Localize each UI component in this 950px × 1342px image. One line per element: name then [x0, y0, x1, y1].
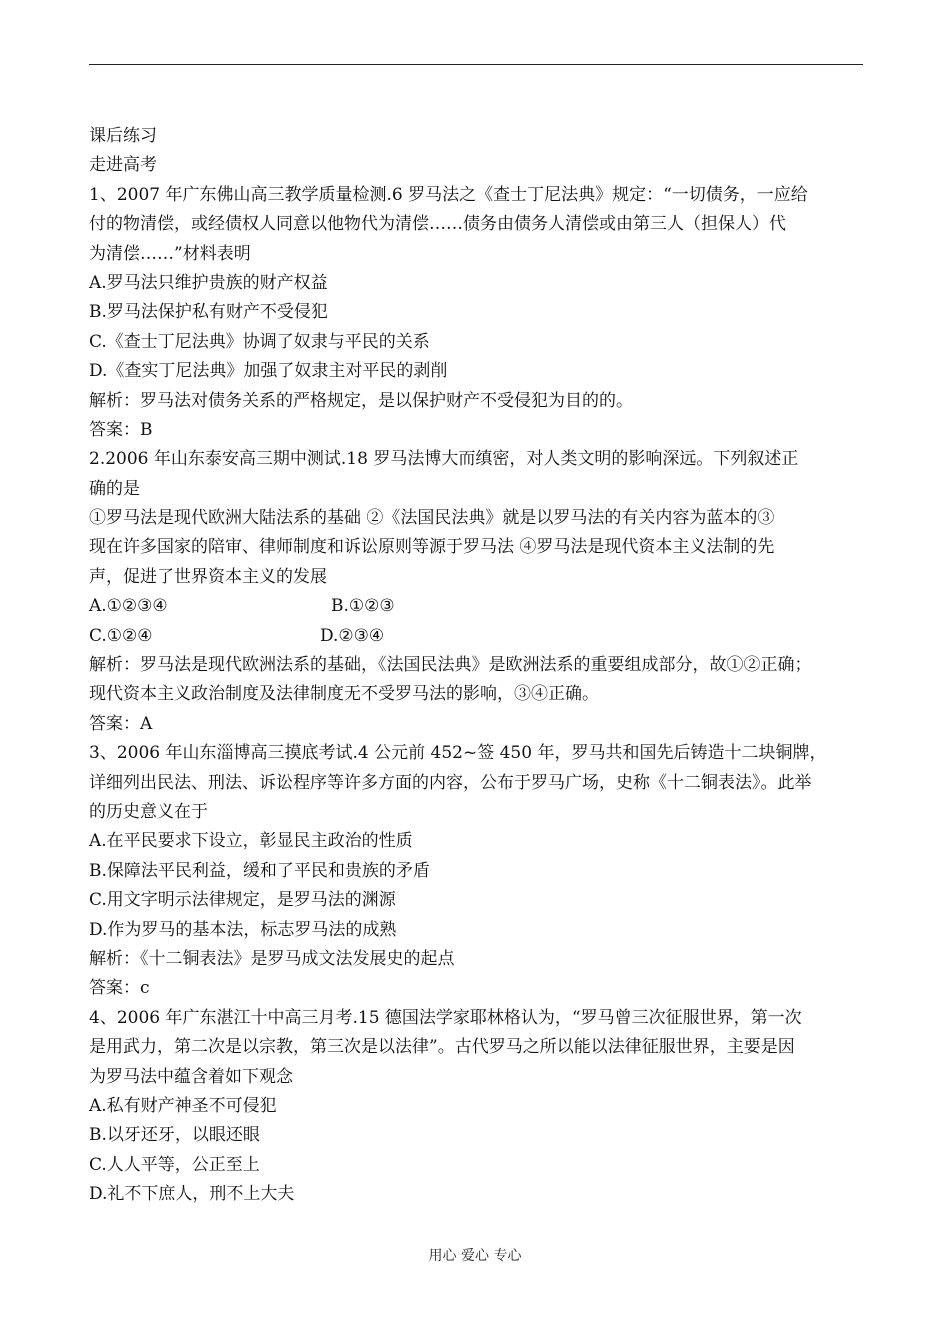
- option-d: D.《查实丁尼法典》加强了奴隶主对平民的剥削: [89, 361, 448, 382]
- question-text-line: ①罗马法是现代欧洲大陆法系的基础 ②《法国民法典》就是以罗马法的有关内容为蓝本的③: [89, 508, 775, 529]
- question-text-line: 2.2006 年山东泰安高三期中测试.18 罗马法博大而缜密，对人类文明的影响深远。下列叙述正: [89, 449, 799, 470]
- question-3: [89, 739, 863, 1004]
- question-text-line: 1、2007 年广东佛山高三教学质量检测.6 罗马法之《查士丁尼法典》规定：“一切债务，一应给: [89, 184, 808, 205]
- option-a: A.私有财产神圣不可侵犯: [89, 1095, 277, 1116]
- option-d: D.②③④: [320, 625, 385, 646]
- question-text-line: 详细列出民法、刑法、诉讼程序等许多方面的内容，公布于罗马广场，史称《十二铜表法》。此举: [89, 772, 812, 793]
- option-b: B.保障法平民利益，缓和了平民和贵族的矛盾: [89, 860, 430, 881]
- option-a: A.在平民要求下设立，彰显民主政治的性质: [89, 831, 413, 852]
- question-text-line: 的历史意义在于: [89, 801, 208, 822]
- option-c: C.人人平等，公正至上: [89, 1154, 260, 1175]
- question-text-line: 3、2006 年山东淄博高三摸底考试.4 公元前 452~签 450 年，罗马共和国先后铸造十二块铜牌，: [89, 743, 827, 764]
- header-rule: [89, 64, 863, 65]
- analysis-line: 解析：《十二铜表法》是罗马成文法发展史的起点: [89, 948, 455, 969]
- option-row: [89, 592, 863, 621]
- option-row: [89, 622, 863, 651]
- option-d: D.作为罗马的基本法，标志罗马法的成熟: [89, 919, 397, 940]
- question-text-line: 现在许多国家的陪审、律师制度和诉讼原则等源于罗马法 ④罗马法是现代资本主义法制的先: [89, 537, 775, 558]
- option-c: C.①②④: [89, 625, 153, 646]
- option-a: A.罗马法只维护贵族的财产权益: [89, 272, 328, 293]
- answer: 答案：B: [89, 419, 153, 440]
- option-b: B.以牙还牙，以眼还眼: [89, 1125, 260, 1146]
- question-text-line: 确的是: [89, 478, 140, 499]
- analysis-line: 解析：罗马法对债务关系的严格规定，是以保护财产不受侵犯为目的的。: [89, 390, 633, 411]
- question-text-line: 为罗马法中蕴含着如下观念: [89, 1066, 293, 1087]
- question-text-line: 付的物清偿，或经债权人同意以他物代为清偿……债务由债务人清偿或由第三人（担保人）代: [89, 214, 786, 235]
- question-text-line: 4、2006 年广东湛江十中高三月考.15 德国法学家耶林格认为，“罗马曾三次征服世界，第一次: [89, 1007, 802, 1028]
- answer: 答案：A: [89, 713, 153, 734]
- option-c: C.《查士丁尼法典》协调了奴隶与平民的关系: [89, 331, 430, 352]
- question-2: [89, 445, 863, 739]
- question-4: [89, 1004, 863, 1210]
- answer: 答案：c: [89, 978, 150, 999]
- option-d: D.礼不下庶人，刑不上大夫: [89, 1184, 295, 1205]
- option-c: C.用文字明示法律规定，是罗马法的渊源: [89, 890, 396, 911]
- question-text-line: 声，促进了世界资本主义的发展: [89, 566, 327, 587]
- section-subtitle: 走进高考: [89, 155, 157, 176]
- analysis-line: 现代资本主义政治制度及法律制度无不受罗马法的影响，③④正确。: [89, 684, 599, 705]
- section-title: 课后练习: [89, 126, 157, 146]
- page-footer: 用心 爱心 专心: [428, 1248, 522, 1264]
- option-b: B.罗马法保护私有财产不受侵犯: [89, 302, 328, 323]
- question-text-line: 为清偿……”材料表明: [89, 243, 251, 264]
- analysis-line: 解析：罗马法是现代欧洲法系的基础，《法国民法典》是欧洲法系的重要组成部分，故①②正确；: [89, 655, 812, 676]
- document-body: [89, 122, 863, 1209]
- option-b: B.①②③: [331, 596, 395, 617]
- question-1: [89, 181, 863, 446]
- question-text-line: 是用武力，第二次是以宗教，第三次是以法律”。古代罗马之所以能以法律征服世界，主要是因: [89, 1037, 795, 1058]
- option-a: A.①②③④: [89, 596, 168, 617]
